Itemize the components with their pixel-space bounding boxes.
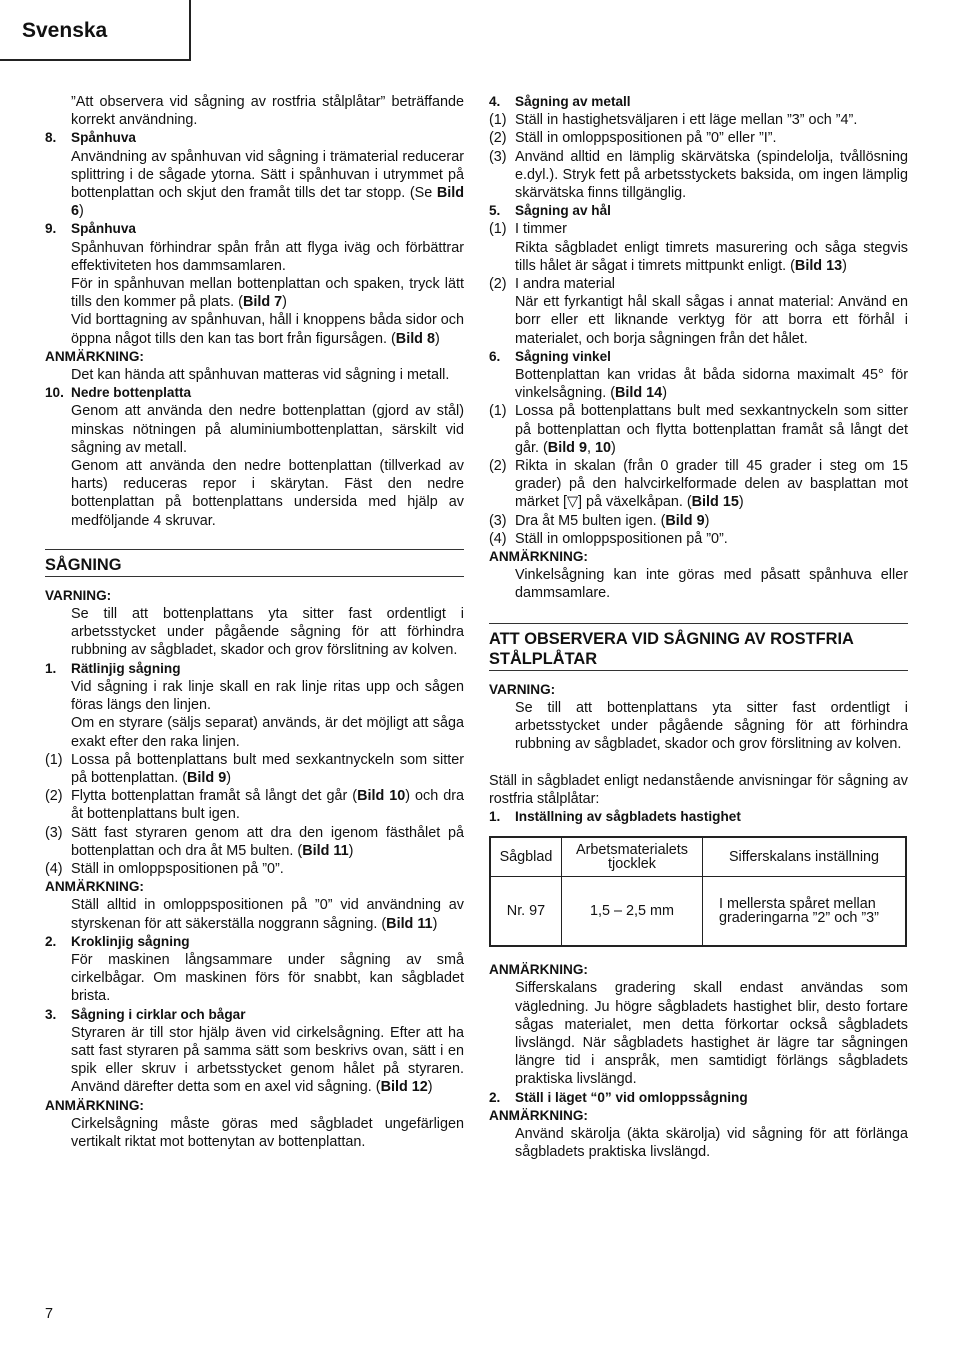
step-5-heading: 5. Sågning av hål xyxy=(489,203,611,219)
intro-text: Ställ in sågbladet enligt nedanstående anvisningar för sågning av rostfria stålplåtar: xyxy=(489,772,908,807)
step-1-para-2: Om en styrare (säljs separat) används, är det möjligt att såga exakt efter den raka linjen. xyxy=(71,715,464,750)
table-cell: I mellersta spåret mellan graderingarna ”2” och ”3” xyxy=(703,877,907,947)
language-label: Svenska xyxy=(22,19,108,42)
step-2-heading: 2. Kroklinjig sågning xyxy=(45,933,190,949)
step-1-para-1: Vid sågning i rak linje skall en rak linje ritas upp och sågen föras längs den linjen. xyxy=(71,678,464,714)
list-item: (4) Ställ in omloppspositionen på ”0”. xyxy=(45,860,284,877)
page-number: 7 xyxy=(45,1306,54,1322)
step-4-heading: 4. Sågning av metall xyxy=(489,94,631,109)
note-label: ANMÄRKNING: xyxy=(489,962,588,978)
list-item: (2) Rikta in skalan (från 0 grader till 45 grader i steg om 15 grader) på den halvcirkelformade delen av basplattan mot märket [▽] på växelkåpan. (Bild 15) xyxy=(489,458,908,511)
warning-label: VARNING: xyxy=(489,681,556,697)
list-item: (1) Lossa på bottenplattans bult med sexkantnyckeln som sitter på bottenplattan. (Bild 9) xyxy=(45,751,464,786)
list-item: (3) Använd alltid en lämplig skärvätska (spindelolja, tvållösning e.dyl.). Stryk fett på arbetsstyckets baksida, om ingen lämplig skärvätska finns tillgänglig. xyxy=(489,148,908,202)
list-item: (1) Lossa på bottenplattans bult med sexkantnyckeln som sitter på bottenplattan och flytta bottenplattan framåt så långt det går. (Bild 9, 10) xyxy=(489,403,908,456)
note-text: Cirkelsågning måste göras med sågbladet ungefärligen vertikalt riktat mot bottenytan av bottenplattan. xyxy=(71,1115,464,1150)
item-9-para-1: Spånhuvan förhindrar spån från att flyga iväg och förbättrar effektiviteten hos dammsamlaren. xyxy=(71,239,464,274)
intro-text: ”Att observera vid sågning av rostfria stålplåtar” beträffande korrekt användning. xyxy=(71,94,464,129)
table-header: Arbetsmaterialets tjocklek xyxy=(562,837,703,877)
list-item: (3) Sätt fast styraren genom att dra den igenom fästhålet på bottenplattan och dra åt M5 bulten. (Bild 11) xyxy=(45,824,464,859)
language-tab xyxy=(0,0,191,61)
note-text: Använd skärolja (äkta skärolja) vid sågning för att förlänga sågbladets praktiska livslängd. xyxy=(515,1125,908,1161)
step-5-text-2: När ett fyrkantigt hål skall sågas i annat material: Använd en borr eller ett liknande verktyg för att borra ett förhål i materialet, och borja sågningen från det hålet. xyxy=(515,294,908,347)
step-3-heading: 3. Sågning i cirklar och bågar xyxy=(45,1006,246,1022)
note-text: Sifferskalans gradering skall endast användas som vägledning. Ju högre sågbladets hastighet blir, desto fortare sågas materialet, men detta förkortar också sågbladets livslängd. När sågbladets hastighet är lägre tar sågningen längre tid i anspråk, men samtidigt förlängs sågbladets praktiska livslängd. xyxy=(515,980,908,1088)
step-6-heading: 6. Sågning vinkel xyxy=(489,348,611,364)
step-2-text: För maskinen långsammare under sågning av små cirkelbågar. Om maskinen förs för snabbt, kan sågbladet brista. xyxy=(71,951,464,1005)
item-10-para-1: Genom att använda den nedre bottenplattan (gjord av stål) minskas nötningen på aluminiumbottenplattan, särskilt vid sågning av metall. xyxy=(71,403,464,456)
item-9-heading: 9. Spånhuva xyxy=(45,221,136,237)
note-text: Ställ alltid in omloppspositionen på ”0” vid användning av styrskenan för att säkerställa noggrann sågning. (Bild 11) xyxy=(71,897,464,932)
section-heading-rostfria: ATT OBSERVERA VID SÅGNING AV ROSTFRIA STÅLPLÅTAR xyxy=(489,623,908,671)
right-column xyxy=(489,93,908,1161)
note-label: ANMÄRKNING: xyxy=(489,549,588,565)
list-item: (4) Ställ in omloppspositionen på ”0”. xyxy=(489,530,728,547)
step-3-text: Styraren är till stor hjälp även vid cirkelsågning. Efter att ha satt fast styraren på samma sätt som beskrivs ovan, sätt i en spik eller skruv i arbetsstycket genom hålet på styraren. Använd därefter detta som en axel vid sågning. (Bild 12) xyxy=(71,1024,464,1096)
item-9-para-3: Vid borttagning av spånhuvan, håll i knoppens båda sidor och öppna något tills den kan tas bort från figursågen. (Bild 8) xyxy=(71,312,464,347)
table-cell: Nr. 97 xyxy=(490,877,562,947)
list-item: (1) I timmer xyxy=(489,221,567,238)
note-label: ANMÄRKNING: xyxy=(45,879,144,895)
table-header: Sifferskalans inställning xyxy=(703,837,907,877)
note-text: Vinkelsågning kan inte göras med påsatt spånhuva eller dammsamlare. xyxy=(515,567,908,602)
left-column xyxy=(45,93,464,1151)
table-header: Sågblad xyxy=(490,837,562,877)
note-text: Det kan hända att spånhuvan matteras vid sågning i metall. xyxy=(71,367,450,384)
item-8-heading: 8. Spånhuva xyxy=(45,130,136,146)
speed-table xyxy=(489,836,907,947)
note-label: ANMÄRKNING: xyxy=(45,348,144,364)
item-9-para-2: För in spånhuvan mellan bottenplattan och spaken, tryck lätt tills den kommer på plats. (Bild 7) xyxy=(71,276,464,311)
item-10-para-2: Genom att använda den nedre bottenplattan (tillverkad av harts) reduceras repor i skärytan. Fäst den nedre bottenplattan på bottenplattans undersida med hjälp av medföljande 4 skruvar. xyxy=(71,458,464,529)
item-10-heading: 10. Nedre bottenplatta xyxy=(45,385,192,401)
step-1-heading: 1. Rätlinjig sågning xyxy=(45,660,181,676)
setting-1-heading: 1. Inställning av sågbladets hastighet xyxy=(489,808,741,824)
setting-2-heading: 2. Ställ i läget “0” vid omloppssågning xyxy=(489,1089,748,1105)
item-8-text: Användning av spånhuvan vid sågning i trämaterial reducerar splittring i de sågade ytorna. Sätt i spånhuvan i utrymmet på bottenplattan och skjut den framåt tills det tar stopp. (Se Bild 6) xyxy=(71,148,464,220)
warning-text: Se till att bottenplattans yta sitter fast ordentligt i arbetsstycket under pågående sågning för att förhindra rubbning av sågbladet, skador och grov förslitning av kolven. xyxy=(515,699,908,753)
list-item: (2) Flytta bottenplattan framåt så långt det går (Bild 10) och dra åt bottenplattans bult igen. xyxy=(45,788,464,823)
list-item: (1) Ställ in hastighetsväljaren i ett läge mellan ”3” och ”4”. xyxy=(489,112,858,129)
warning-text: Se till att bottenplattans yta sitter fast ordentligt i arbetsstycket under pågående sågning för att förhindra rubbning av sågbladet, skador och grov förslitning av kolven. xyxy=(71,606,464,659)
step-6-text: Bottenplattan kan vridas åt båda sidorna maximalt 45° för vinkelsågning. (Bild 14) xyxy=(515,367,908,402)
warning-label: VARNING: xyxy=(45,587,112,603)
table-cell: 1,5 – 2,5 mm xyxy=(562,877,703,947)
note-label: ANMÄRKNING: xyxy=(489,1107,588,1123)
table-row xyxy=(490,877,906,947)
list-item: (3) Dra åt M5 bulten igen. (Bild 9) xyxy=(489,512,710,529)
step-5-text-1: Rikta sågbladet enligt timrets masurering och såga stegvis tills hålet är sågat i timrets mittpunkt enligt. (Bild 13) xyxy=(515,239,908,274)
note-label: ANMÄRKNING: xyxy=(45,1097,144,1113)
section-heading-sagning: SÅGNING xyxy=(45,549,464,577)
list-item: (2) Ställ in omloppspositionen på ”0” eller ”I”. xyxy=(489,130,777,147)
list-item: (2) I andra material xyxy=(489,276,615,293)
